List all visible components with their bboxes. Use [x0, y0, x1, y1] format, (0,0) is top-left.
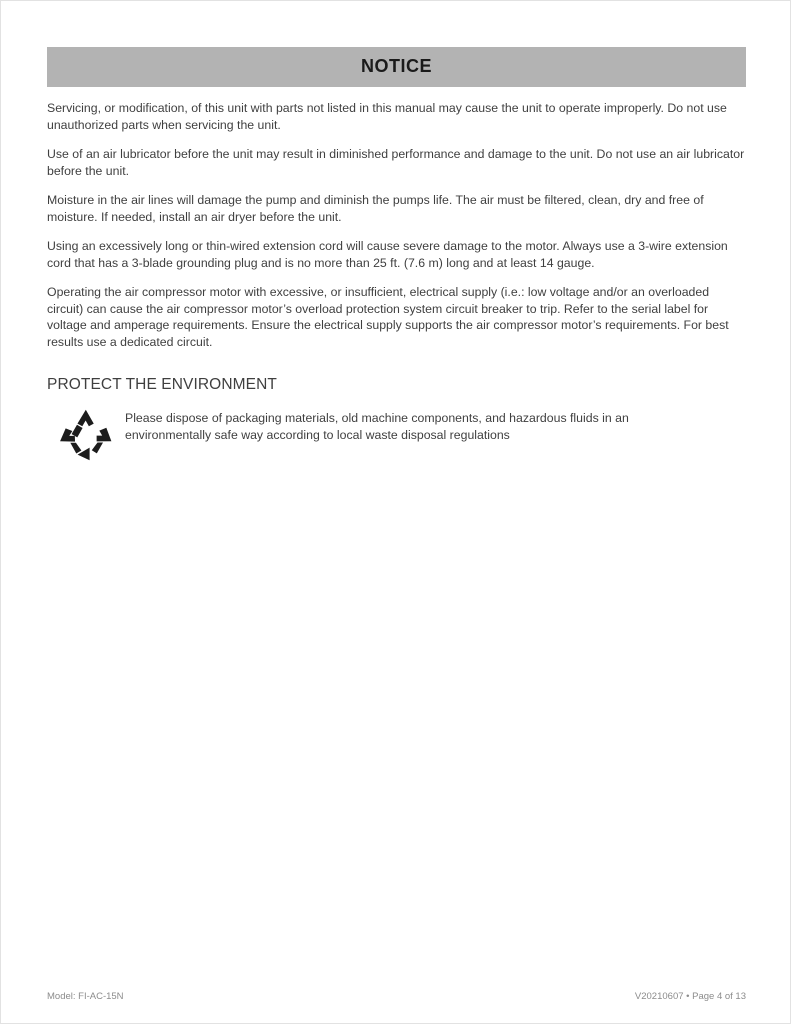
notice-paragraph-3: Moisture in the air lines will damage the pump and diminish the pumps life. The air must be filtered, clean, dry and free of moisture. If needed, install an air dryer before the unit. — [47, 193, 704, 224]
notice-banner: NOTICE — [47, 47, 746, 87]
environment-block — [47, 406, 746, 462]
page-footer — [47, 991, 746, 1002]
environment-text: Please dispose of packaging materials, old machine components, and hazardous fluids in an environmentally safe way according to local waste disposal regulations — [125, 411, 629, 442]
recycle-icon — [57, 408, 115, 462]
notice-paragraph-4: Using an excessively long or thin-wired extension cord will cause severe damage to the motor. Always use a 3-wire extension cord that has a 3-blade grounding plug and is no more than 25 ft. (7.6 m) long and at least 14 gauge. — [47, 239, 728, 270]
page-content — [47, 47, 746, 462]
notice-paragraph-5: Operating the air compressor motor with excessive, or insufficient, electrical supply (i.e.: low voltage and/or an overloaded circuit) can cause the air compressor motor’s overload protection system circuit breaker to trip. Refer to the serial label for voltage and amperage requirements. Ensure the electrical supply supports the air compressor motor’s requirements. For best results use a dedicated circuit. — [47, 285, 729, 349]
notice-paragraph-1: Servicing, or modification, of this unit with parts not listed in this manual may cause the unit to operate improperly. Do not use unauthorized parts when servicing the unit. — [47, 101, 727, 132]
footer-model: Model: FI-AC-15N — [47, 991, 124, 1002]
section-heading-protect-the-environment: PROTECT THE ENVIRONMENT — [47, 376, 277, 393]
notice-paragraph-2: Use of an air lubricator before the unit may result in diminished performance and damage to the unit. Do not use an air lubricator before the unit. — [47, 147, 745, 178]
footer-version-page: V20210607 • Page 4 of 13 — [634, 991, 746, 1002]
